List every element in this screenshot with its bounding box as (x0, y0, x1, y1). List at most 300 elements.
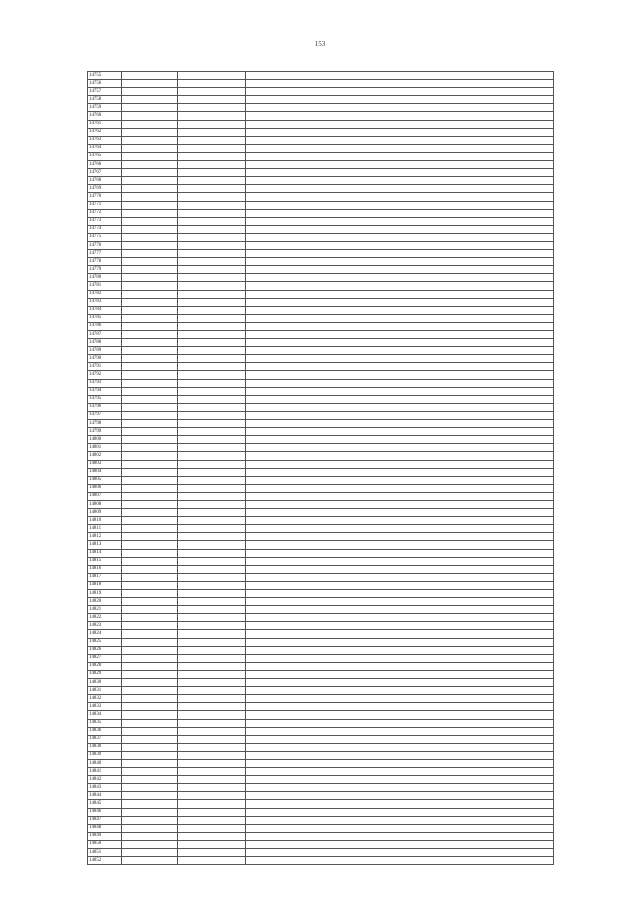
address-cell (246, 241, 554, 249)
address-cell (246, 136, 554, 144)
cadastral-number-cell (122, 646, 178, 654)
row-number-cell: 14822 (88, 614, 122, 622)
address-cell (246, 565, 554, 573)
row-number-cell: 14756 (88, 80, 122, 88)
cadastral-number-cell (122, 784, 178, 792)
cadastral-number-cell (122, 759, 178, 767)
row-number-cell: 14841 (88, 768, 122, 776)
cadastral-number-alt-cell (178, 517, 246, 525)
address-cell (246, 525, 554, 533)
row-number-cell: 14852 (88, 857, 122, 865)
cadastral-number-cell (122, 581, 178, 589)
row-number-cell: 14837 (88, 735, 122, 743)
table-row (88, 662, 554, 670)
row-number-cell: 14803 (88, 460, 122, 468)
table-row (88, 217, 554, 225)
row-number-cell: 14786 (88, 322, 122, 330)
address-cell (246, 80, 554, 88)
cadastral-number-alt-cell (178, 112, 246, 120)
cadastral-number-alt-cell (178, 395, 246, 403)
cadastral-number-cell (122, 857, 178, 865)
cadastral-number-alt-cell (178, 371, 246, 379)
row-number-cell: 14787 (88, 331, 122, 339)
row-number-cell: 14800 (88, 436, 122, 444)
cadastral-number-alt-cell (178, 792, 246, 800)
cadastral-number-cell (122, 695, 178, 703)
cadastral-number-alt-cell (178, 363, 246, 371)
address-cell (246, 420, 554, 428)
row-number-cell: 14794 (88, 387, 122, 395)
row-number-cell: 14796 (88, 403, 122, 411)
register-table (87, 71, 554, 865)
address-cell (246, 444, 554, 452)
row-number-cell: 14791 (88, 363, 122, 371)
cadastral-number-cell (122, 339, 178, 347)
cadastral-number-cell (122, 509, 178, 517)
table-row (88, 735, 554, 743)
table-row (88, 444, 554, 452)
register-body (88, 72, 554, 865)
row-number-cell: 14784 (88, 306, 122, 314)
table-row (88, 517, 554, 525)
address-cell (246, 808, 554, 816)
cadastral-number-alt-cell (178, 322, 246, 330)
row-number-cell: 14823 (88, 622, 122, 630)
table-row (88, 743, 554, 751)
row-number-cell: 14838 (88, 743, 122, 751)
cadastral-number-cell (122, 573, 178, 581)
cadastral-number-alt-cell (178, 533, 246, 541)
table-row (88, 403, 554, 411)
cadastral-number-alt-cell (178, 201, 246, 209)
address-cell (246, 225, 554, 233)
address-cell (246, 112, 554, 120)
cadastral-number-alt-cell (178, 444, 246, 452)
cadastral-number-cell (122, 768, 178, 776)
cadastral-number-alt-cell (178, 776, 246, 784)
cadastral-number-cell (122, 630, 178, 638)
row-number-cell: 14790 (88, 355, 122, 363)
cadastral-number-alt-cell (178, 72, 246, 80)
row-number-cell: 14777 (88, 250, 122, 258)
cadastral-number-alt-cell (178, 420, 246, 428)
row-number-cell: 14762 (88, 128, 122, 136)
table-row (88, 250, 554, 258)
row-number-cell: 14815 (88, 557, 122, 565)
cadastral-number-cell (122, 298, 178, 306)
table-row (88, 679, 554, 687)
cadastral-number-cell (122, 849, 178, 857)
table-row (88, 233, 554, 241)
row-number-cell: 14755 (88, 72, 122, 80)
address-cell (246, 104, 554, 112)
cadastral-number-alt-cell (178, 314, 246, 322)
cadastral-number-cell (122, 711, 178, 719)
address-cell (246, 314, 554, 322)
address-cell (246, 711, 554, 719)
table-row (88, 177, 554, 185)
cadastral-number-alt-cell (178, 128, 246, 136)
address-cell (246, 411, 554, 419)
row-number-cell: 14818 (88, 581, 122, 589)
cadastral-number-cell (122, 258, 178, 266)
cadastral-number-alt-cell (178, 476, 246, 484)
row-number-cell: 14831 (88, 687, 122, 695)
row-number-cell: 14801 (88, 444, 122, 452)
table-row (88, 314, 554, 322)
cadastral-number-alt-cell (178, 80, 246, 88)
cadastral-number-alt-cell (178, 541, 246, 549)
table-row (88, 800, 554, 808)
cadastral-number-cell (122, 144, 178, 152)
address-cell (246, 331, 554, 339)
address-cell (246, 630, 554, 638)
cadastral-number-cell (122, 792, 178, 800)
cadastral-number-alt-cell (178, 347, 246, 355)
table-row (88, 169, 554, 177)
address-cell (246, 428, 554, 436)
cadastral-number-alt-cell (178, 298, 246, 306)
cadastral-number-cell (122, 517, 178, 525)
cadastral-number-alt-cell (178, 436, 246, 444)
cadastral-number-alt-cell (178, 751, 246, 759)
table-row (88, 322, 554, 330)
cadastral-number-alt-cell (178, 727, 246, 735)
cadastral-number-alt-cell (178, 258, 246, 266)
cadastral-number-cell (122, 233, 178, 241)
cadastral-number-cell (122, 225, 178, 233)
cadastral-number-alt-cell (178, 849, 246, 857)
cadastral-number-cell (122, 152, 178, 160)
cadastral-number-alt-cell (178, 387, 246, 395)
cadastral-number-cell (122, 96, 178, 104)
row-number-cell: 14759 (88, 104, 122, 112)
cadastral-number-alt-cell (178, 492, 246, 500)
row-number-cell: 14805 (88, 476, 122, 484)
address-cell (246, 735, 554, 743)
table-row (88, 808, 554, 816)
cadastral-number-alt-cell (178, 185, 246, 193)
cadastral-number-alt-cell (178, 670, 246, 678)
table-row (88, 525, 554, 533)
address-cell (246, 500, 554, 508)
address-cell (246, 282, 554, 290)
row-number-cell: 14808 (88, 500, 122, 508)
cadastral-number-alt-cell (178, 120, 246, 128)
row-number-cell: 14811 (88, 525, 122, 533)
row-number-cell: 14817 (88, 573, 122, 581)
table-row (88, 347, 554, 355)
row-number-cell: 14832 (88, 695, 122, 703)
address-cell (246, 840, 554, 848)
row-number-cell: 14764 (88, 144, 122, 152)
row-number-cell: 14783 (88, 298, 122, 306)
row-number-cell: 14840 (88, 759, 122, 767)
cadastral-number-alt-cell (178, 88, 246, 96)
address-cell (246, 379, 554, 387)
cadastral-number-alt-cell (178, 379, 246, 387)
table-row (88, 112, 554, 120)
cadastral-number-alt-cell (178, 233, 246, 241)
cadastral-number-cell (122, 112, 178, 120)
row-number-cell: 14802 (88, 452, 122, 460)
row-number-cell: 14812 (88, 533, 122, 541)
table-row (88, 849, 554, 857)
address-cell (246, 581, 554, 589)
table-row (88, 274, 554, 282)
cadastral-number-cell (122, 274, 178, 282)
table-row (88, 500, 554, 508)
address-cell (246, 695, 554, 703)
cadastral-number-alt-cell (178, 646, 246, 654)
table-row (88, 460, 554, 468)
cadastral-number-alt-cell (178, 735, 246, 743)
row-number-cell: 14765 (88, 152, 122, 160)
cadastral-number-cell (122, 468, 178, 476)
address-cell (246, 703, 554, 711)
address-cell (246, 622, 554, 630)
table-row (88, 371, 554, 379)
address-cell (246, 800, 554, 808)
table-row (88, 541, 554, 549)
cadastral-number-cell (122, 322, 178, 330)
cadastral-number-alt-cell (178, 193, 246, 201)
row-number-cell: 14775 (88, 233, 122, 241)
cadastral-number-cell (122, 832, 178, 840)
row-number-cell: 14820 (88, 598, 122, 606)
cadastral-number-alt-cell (178, 679, 246, 687)
cadastral-number-alt-cell (178, 695, 246, 703)
cadastral-number-cell (122, 533, 178, 541)
cadastral-number-alt-cell (178, 800, 246, 808)
cadastral-number-alt-cell (178, 241, 246, 249)
row-number-cell: 14774 (88, 225, 122, 233)
row-number-cell: 14809 (88, 509, 122, 517)
address-cell (246, 492, 554, 500)
table-row (88, 719, 554, 727)
table-row (88, 776, 554, 784)
cadastral-number-alt-cell (178, 306, 246, 314)
cadastral-number-alt-cell (178, 719, 246, 727)
row-number-cell: 14782 (88, 290, 122, 298)
table-row (88, 614, 554, 622)
cadastral-number-alt-cell (178, 161, 246, 169)
table-row (88, 290, 554, 298)
table-row (88, 581, 554, 589)
address-cell (246, 274, 554, 282)
cadastral-number-alt-cell (178, 274, 246, 282)
address-cell (246, 250, 554, 258)
cadastral-number-alt-cell (178, 177, 246, 185)
row-number-cell: 14757 (88, 88, 122, 96)
address-cell (246, 646, 554, 654)
table-row (88, 751, 554, 759)
table-row (88, 816, 554, 824)
table-row (88, 420, 554, 428)
table-row (88, 727, 554, 735)
table-row (88, 452, 554, 460)
cadastral-number-cell (122, 549, 178, 557)
cadastral-number-cell (122, 727, 178, 735)
row-number-cell: 14843 (88, 784, 122, 792)
address-cell (246, 144, 554, 152)
address-cell (246, 88, 554, 96)
row-number-cell: 14845 (88, 800, 122, 808)
cadastral-number-cell (122, 776, 178, 784)
row-number-cell: 14776 (88, 241, 122, 249)
table-row (88, 832, 554, 840)
table-row (88, 509, 554, 517)
table-row (88, 768, 554, 776)
row-number-cell: 14758 (88, 96, 122, 104)
row-number-cell: 14795 (88, 395, 122, 403)
address-cell (246, 161, 554, 169)
table-row (88, 355, 554, 363)
cadastral-number-cell (122, 492, 178, 500)
cadastral-number-cell (122, 241, 178, 249)
cadastral-number-cell (122, 590, 178, 598)
cadastral-number-alt-cell (178, 581, 246, 589)
table-row (88, 759, 554, 767)
address-cell (246, 355, 554, 363)
cadastral-number-alt-cell (178, 250, 246, 258)
cadastral-number-alt-cell (178, 703, 246, 711)
address-cell (246, 816, 554, 824)
cadastral-number-cell (122, 161, 178, 169)
table-row (88, 824, 554, 832)
address-cell (246, 857, 554, 865)
cadastral-number-cell (122, 703, 178, 711)
table-row (88, 152, 554, 160)
row-number-cell: 14836 (88, 727, 122, 735)
cadastral-number-cell (122, 128, 178, 136)
cadastral-number-cell (122, 80, 178, 88)
address-cell (246, 152, 554, 160)
cadastral-number-alt-cell (178, 557, 246, 565)
table-row (88, 857, 554, 865)
address-cell (246, 484, 554, 492)
cadastral-number-alt-cell (178, 687, 246, 695)
cadastral-number-alt-cell (178, 136, 246, 144)
cadastral-number-alt-cell (178, 144, 246, 152)
cadastral-number-cell (122, 209, 178, 217)
cadastral-number-cell (122, 282, 178, 290)
cadastral-number-alt-cell (178, 355, 246, 363)
row-number-cell: 14771 (88, 201, 122, 209)
row-number-cell: 14778 (88, 258, 122, 266)
cadastral-number-cell (122, 403, 178, 411)
cadastral-number-alt-cell (178, 169, 246, 177)
table-row (88, 840, 554, 848)
address-cell (246, 743, 554, 751)
table-row (88, 88, 554, 96)
table-row (88, 573, 554, 581)
row-number-cell: 14814 (88, 549, 122, 557)
cadastral-number-cell (122, 250, 178, 258)
cadastral-number-cell (122, 735, 178, 743)
cadastral-number-cell (122, 169, 178, 177)
address-cell (246, 460, 554, 468)
table-row (88, 687, 554, 695)
row-number-cell: 14851 (88, 849, 122, 857)
address-cell (246, 590, 554, 598)
address-cell (246, 128, 554, 136)
table-row (88, 428, 554, 436)
cadastral-number-alt-cell (178, 662, 246, 670)
address-cell (246, 792, 554, 800)
cadastral-number-alt-cell (178, 598, 246, 606)
cadastral-number-alt-cell (178, 225, 246, 233)
address-cell (246, 209, 554, 217)
cadastral-number-cell (122, 800, 178, 808)
cadastral-number-alt-cell (178, 565, 246, 573)
table-row (88, 104, 554, 112)
table-row (88, 695, 554, 703)
address-cell (246, 468, 554, 476)
table-row (88, 549, 554, 557)
row-number-cell: 14768 (88, 177, 122, 185)
row-number-cell: 14781 (88, 282, 122, 290)
address-cell (246, 541, 554, 549)
row-number-cell: 14827 (88, 654, 122, 662)
row-number-cell: 14846 (88, 808, 122, 816)
table-row (88, 331, 554, 339)
address-cell (246, 768, 554, 776)
cadastral-number-alt-cell (178, 500, 246, 508)
cadastral-number-alt-cell (178, 411, 246, 419)
cadastral-number-cell (122, 193, 178, 201)
row-number-cell: 14763 (88, 136, 122, 144)
row-number-cell: 14779 (88, 266, 122, 274)
address-cell (246, 169, 554, 177)
cadastral-number-cell (122, 177, 178, 185)
address-cell (246, 185, 554, 193)
address-cell (246, 298, 554, 306)
table-row (88, 654, 554, 662)
cadastral-number-cell (122, 104, 178, 112)
row-number-cell: 14835 (88, 719, 122, 727)
row-number-cell: 14813 (88, 541, 122, 549)
cadastral-number-cell (122, 420, 178, 428)
cadastral-number-cell (122, 355, 178, 363)
cadastral-number-cell (122, 347, 178, 355)
cadastral-number-cell (122, 411, 178, 419)
table-row (88, 258, 554, 266)
cadastral-number-cell (122, 371, 178, 379)
address-cell (246, 387, 554, 395)
table-row (88, 703, 554, 711)
row-number-cell: 14773 (88, 217, 122, 225)
address-cell (246, 395, 554, 403)
table-row (88, 630, 554, 638)
row-number-cell: 14834 (88, 711, 122, 719)
address-cell (246, 363, 554, 371)
cadastral-number-alt-cell (178, 266, 246, 274)
cadastral-number-cell (122, 670, 178, 678)
row-number-cell: 14839 (88, 751, 122, 759)
cadastral-number-alt-cell (178, 759, 246, 767)
cadastral-number-cell (122, 541, 178, 549)
cadastral-number-alt-cell (178, 784, 246, 792)
address-cell (246, 120, 554, 128)
row-number-cell: 14810 (88, 517, 122, 525)
cadastral-number-alt-cell (178, 573, 246, 581)
cadastral-number-alt-cell (178, 824, 246, 832)
address-cell (246, 662, 554, 670)
cadastral-number-alt-cell (178, 549, 246, 557)
cadastral-number-alt-cell (178, 743, 246, 751)
cadastral-number-alt-cell (178, 711, 246, 719)
